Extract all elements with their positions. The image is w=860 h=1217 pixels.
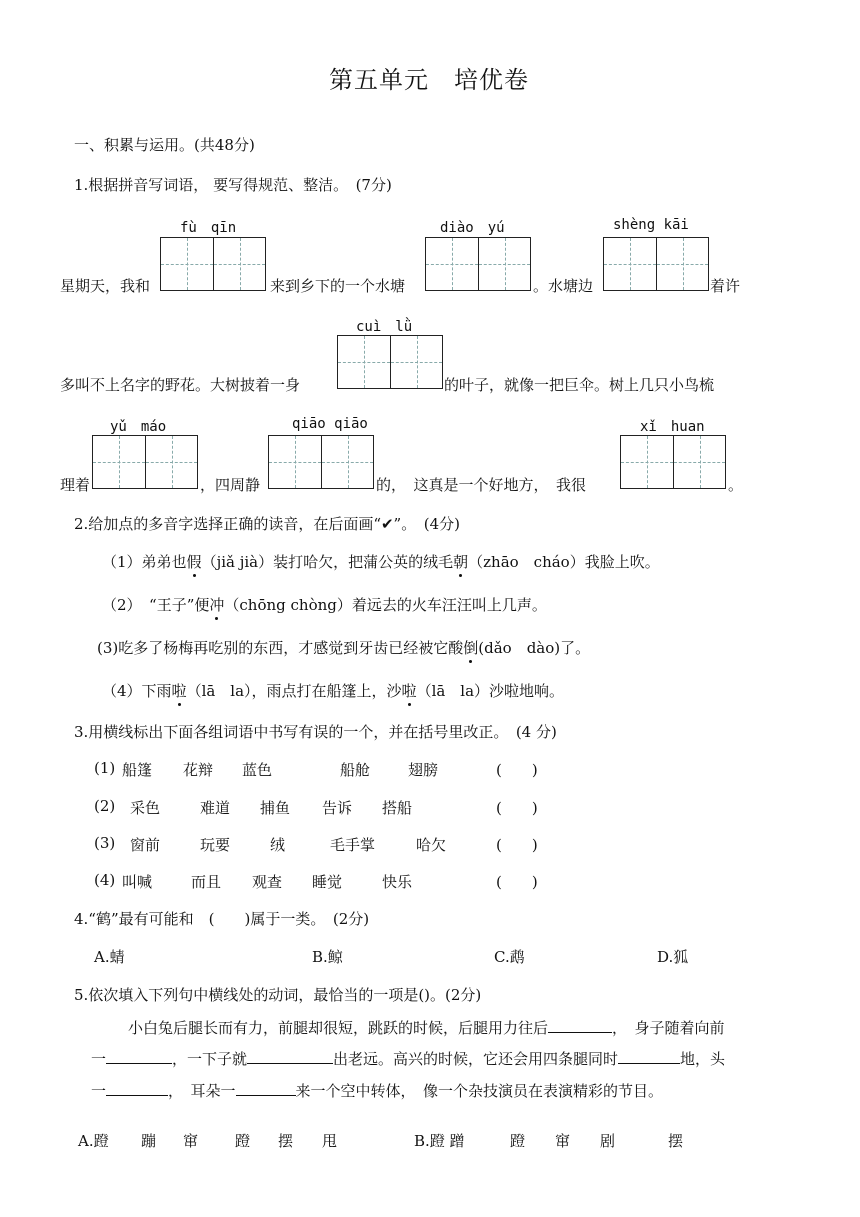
- q3-word: 观查: [252, 873, 283, 891]
- fill-blank[interactable]: [247, 1049, 333, 1064]
- fill-blank[interactable]: [548, 1018, 612, 1033]
- q3-word: 叫喊: [122, 873, 153, 891]
- pinyin-label: shèng kāi: [613, 217, 689, 233]
- q5-paragraph-line: 小白兔后腿长而有力，前腿却很短，跳跃的时候，后腿用力往后 ， 身子随着向前: [128, 1019, 725, 1037]
- q1-text: 的， 这真是一个好地方， 我很: [376, 476, 587, 494]
- q5-option-b-word: 窜: [555, 1132, 571, 1150]
- answer-paren[interactable]: ( ): [496, 836, 538, 854]
- pinyin-label: diào yú: [440, 220, 505, 236]
- q1-text: 的叶子，就像一把巨伞。树上几只小鸟梳: [444, 376, 715, 394]
- q2-item: (3)吃多了杨梅再吃别的东西，才感觉到牙齿已经被它酸倒(dǎo dào)了。: [97, 639, 591, 657]
- pinyin-label: qiāo qiāo: [292, 416, 368, 432]
- pinyin-label: yǔ máo: [110, 419, 167, 435]
- writing-grid-cuilv[interactable]: [337, 335, 443, 389]
- q5-option-b-word: 蹬: [510, 1132, 526, 1150]
- q1-text: 多叫不上名字的野花。大树披着一身: [60, 376, 301, 394]
- q3-word: 花辩: [183, 761, 214, 779]
- q3-row-num: (1): [94, 759, 116, 777]
- q5-option-a-word: 窜: [183, 1132, 199, 1150]
- question-4-heading: 4.“鹤”最有可能和 ( )属于一类。 (2分): [74, 910, 370, 928]
- q3-word: 捕鱼: [260, 799, 291, 817]
- q2-item: （4）下雨啦（lā la），雨点打在船篷上，沙啦（lā la）沙啦地响。: [102, 682, 565, 700]
- q1-text: 理着: [60, 476, 91, 494]
- q3-word: 睡觉: [312, 873, 343, 891]
- q3-word: 玩要: [200, 836, 231, 854]
- q3-word: 难道: [200, 799, 231, 817]
- q2-item: （1）弟弟也假（jiǎ jià）装打哈欠，把蒲公英的绒毛朝（zhāo cháo）我脸上吹。: [102, 553, 660, 571]
- answer-paren[interactable]: ( ): [496, 799, 538, 817]
- q4-option-c[interactable]: C.鹉: [494, 948, 525, 966]
- q5-option-a-word: 甩: [322, 1132, 338, 1150]
- q3-word: 而且: [191, 873, 222, 891]
- q3-word: 搭船: [382, 799, 413, 817]
- fill-blank[interactable]: [106, 1049, 172, 1064]
- q3-row-num: (2): [94, 797, 116, 815]
- pinyin-label: fù qīn: [180, 220, 237, 236]
- answer-paren[interactable]: ( ): [496, 761, 538, 779]
- q1-text: 着许: [710, 277, 741, 295]
- writing-grid-xihuan[interactable]: [620, 435, 726, 489]
- question-5-heading: 5.依次填入下列句中横线处的动词，最恰当的一项是()。(2分): [74, 986, 482, 1004]
- q1-text: 。水塘边: [533, 277, 594, 295]
- q5-paragraph-line: 一 ， 耳朵一 来一个空中转体， 像一个杂技演员在表演精彩的节目。: [91, 1082, 664, 1100]
- fill-blank[interactable]: [618, 1049, 680, 1064]
- pinyin-label: xǐ huan: [640, 419, 705, 435]
- writing-grid-yumao[interactable]: [92, 435, 198, 489]
- writing-grid-qiaoqiao[interactable]: [268, 435, 374, 489]
- section-heading: 一、积累与运用。(共48分): [74, 136, 255, 154]
- q5-option-a-word: 摆: [278, 1132, 294, 1150]
- q3-word: 绒: [270, 836, 286, 854]
- q5-option-b-word: 剧: [600, 1132, 616, 1150]
- q1-text: 来到乡下的一个水塘: [270, 277, 406, 295]
- q4-option-d[interactable]: D.狐: [657, 948, 689, 966]
- q5-option-a-word: 蹬: [235, 1132, 251, 1150]
- q5-option-b[interactable]: B.蹬 蹭: [414, 1132, 465, 1150]
- fill-blank[interactable]: [236, 1081, 296, 1096]
- page-title: 第五单元 培优卷: [329, 66, 529, 94]
- fill-blank[interactable]: [106, 1081, 168, 1096]
- q3-word: 蓝色: [242, 761, 273, 779]
- q4-option-b[interactable]: B.鲸: [312, 948, 343, 966]
- q3-word: 窗前: [130, 836, 161, 854]
- q3-word: 翅膀: [408, 761, 439, 779]
- q3-word: 船篷: [122, 761, 153, 779]
- q3-word: 毛手掌: [330, 836, 376, 854]
- q1-text: 星期天，我和: [60, 277, 151, 295]
- q1-text: 。: [728, 476, 744, 494]
- pinyin-label: cuì lǜ: [356, 319, 413, 335]
- q3-word: 告诉: [322, 799, 353, 817]
- q5-option-a-word: 蹦: [141, 1132, 157, 1150]
- answer-paren[interactable]: ( ): [496, 873, 538, 891]
- question-1-heading: 1.根据拼音写词语， 要写得规范、整洁。 (7分): [74, 176, 392, 194]
- q3-word: 快乐: [382, 873, 413, 891]
- writing-grid-shengkai[interactable]: [603, 237, 709, 291]
- q1-text: ，四周静: [200, 476, 261, 494]
- q5-option-b-word: 摆: [668, 1132, 684, 1150]
- q3-word: 哈欠: [416, 836, 447, 854]
- q3-row-num: (3): [94, 834, 116, 852]
- q3-word: 船舱: [340, 761, 371, 779]
- q3-row-num: (4): [94, 871, 116, 889]
- writing-grid-fuqin[interactable]: [160, 237, 266, 291]
- q2-item: （2） “王子”便冲（chōng chòng）着远去的火车汪汪叫上几声。: [102, 596, 547, 614]
- question-3-heading: 3.用横线标出下面各组词语中书写有误的一个，并在括号里改正。 (4 分): [74, 723, 557, 741]
- question-2-heading: 2.给加点的多音字选择正确的读音，在后面画“✔”。 (4分): [74, 515, 460, 533]
- q4-option-a[interactable]: A.蜻: [94, 948, 125, 966]
- q5-option-a[interactable]: A.蹬: [78, 1132, 109, 1150]
- writing-grid-diaoyu[interactable]: [425, 237, 531, 291]
- q5-paragraph-line: 一 ，一下子就 出老远。高兴的时候，它还会用四条腿同时 地，头: [91, 1050, 726, 1068]
- q3-word: 采色: [130, 799, 161, 817]
